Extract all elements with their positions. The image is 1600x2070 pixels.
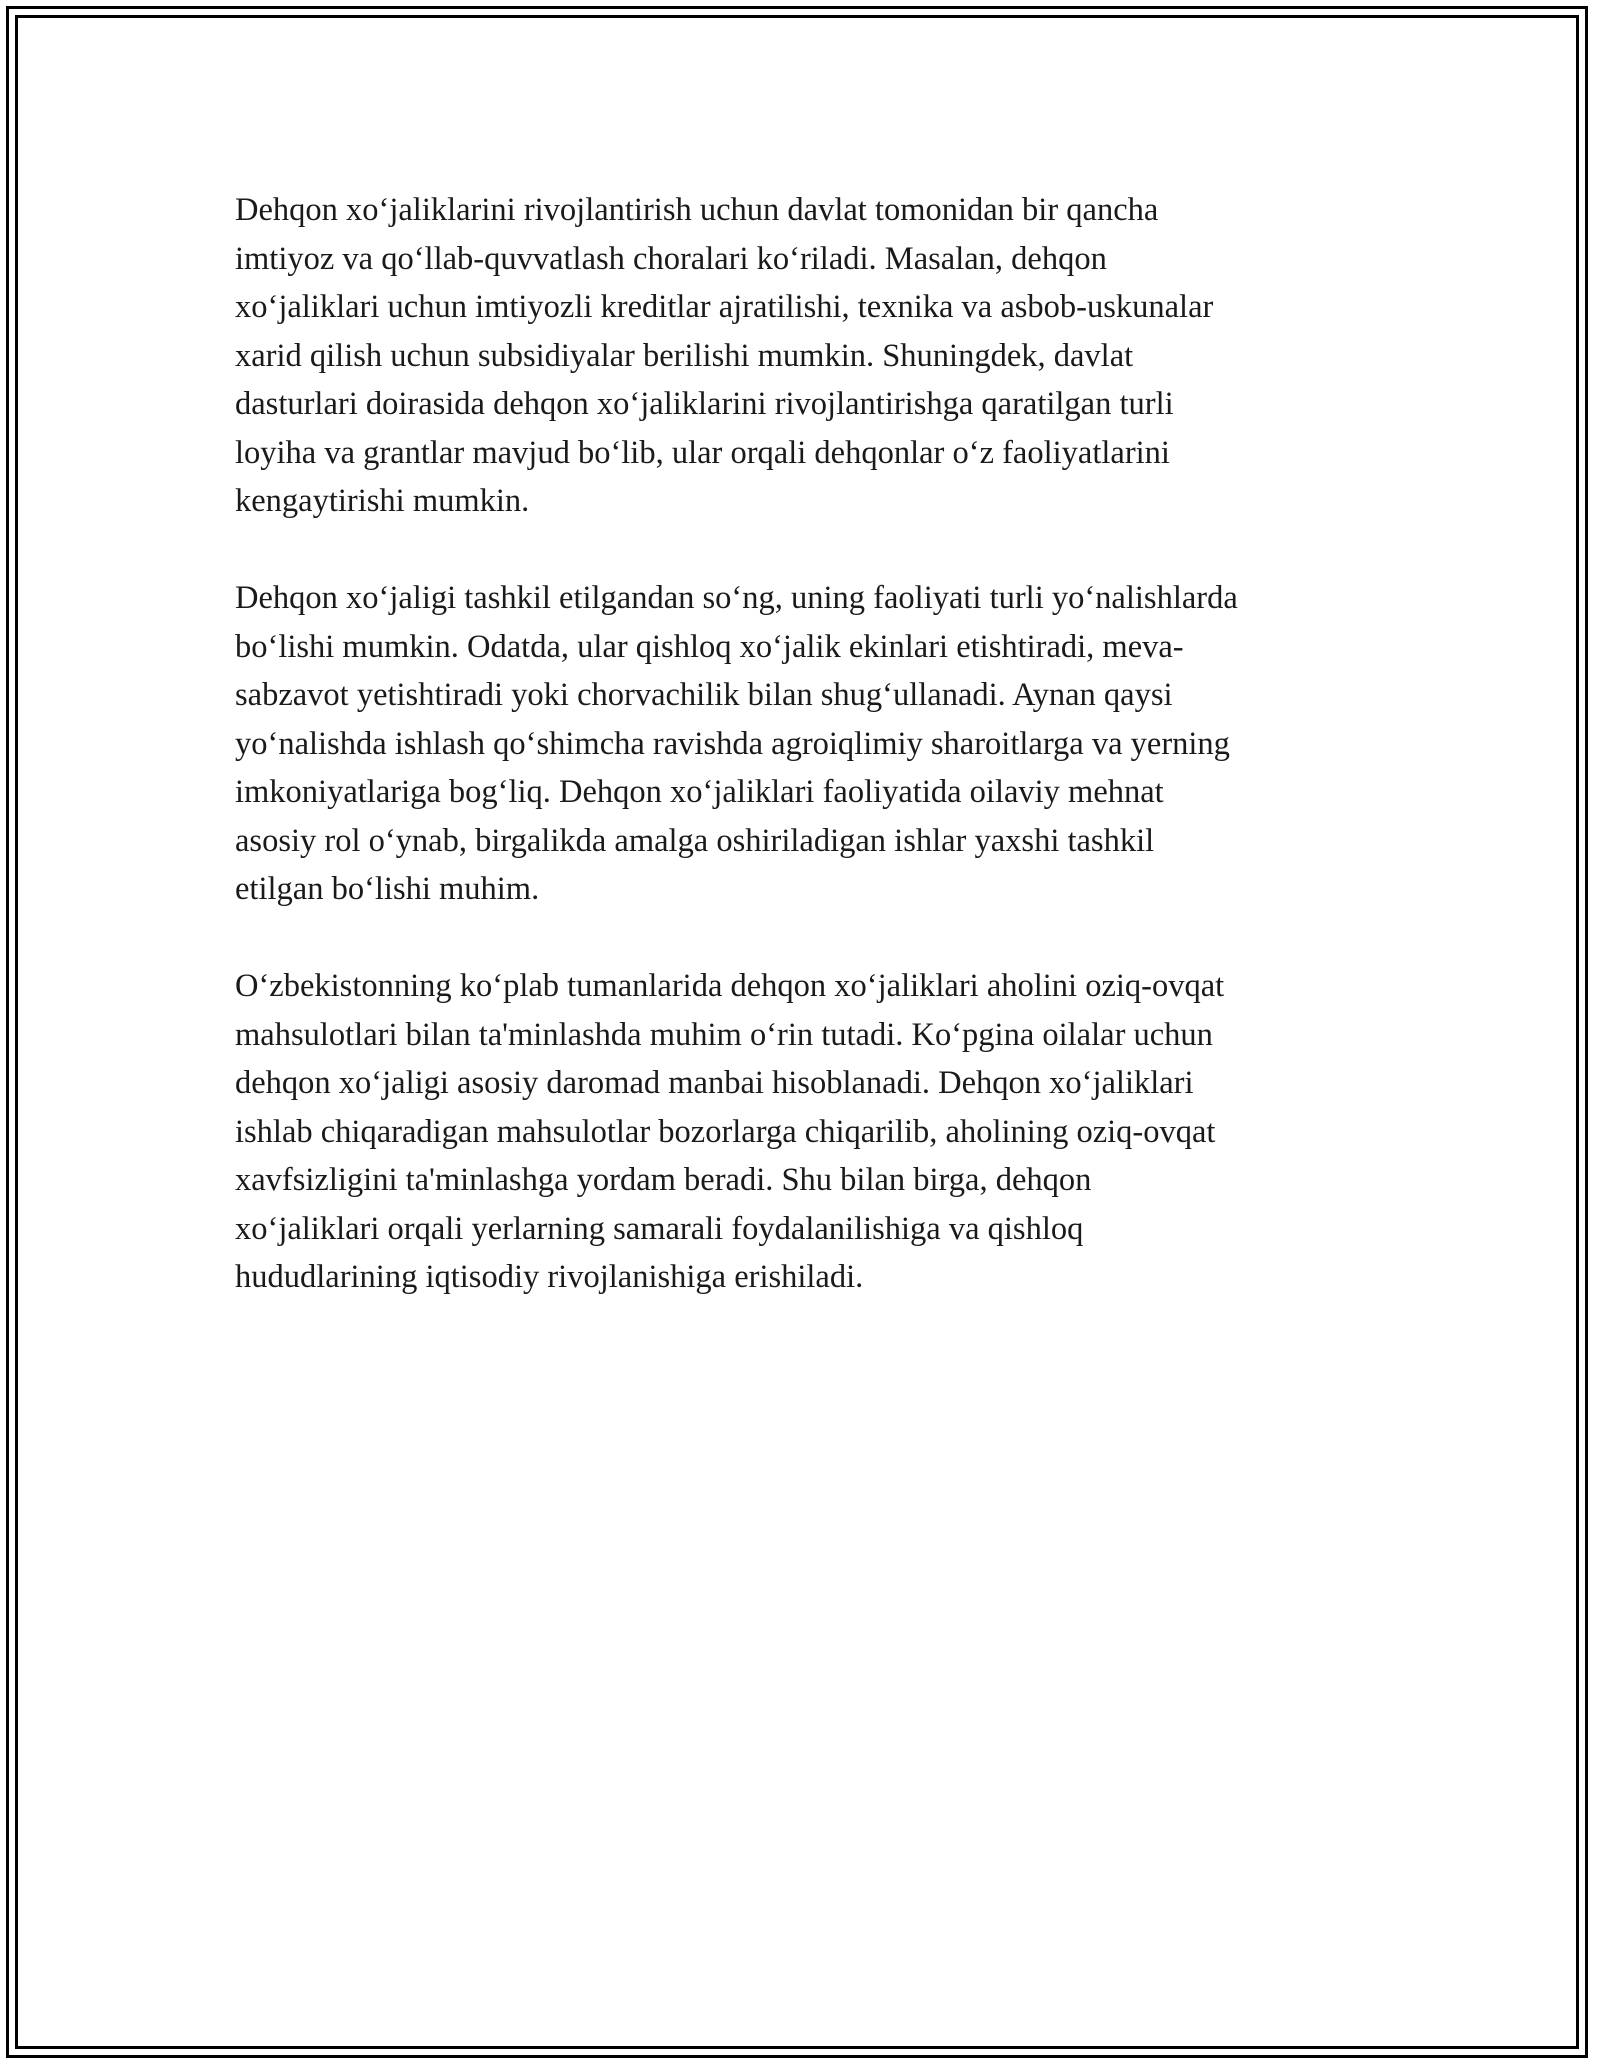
paragraph-3: O‘zbekistonning ko‘plab tumanlarida dehqon xo‘jaliklari aholini oziq-ovqat mahsulotlari bilan ta'minlashda muhim o‘rin tutadi. Ko‘pgina oilalar uchun dehqon xo‘jaligi asosiy daromad manbai hisoblanadi. Dehqon xo‘jaliklari ishlab chiqaradigan mahsulotlar bozorlarga chiqarilib, aholining oziq-ovqat xavfsizligini ta'minlashga yordam beradi. Shu bilan birga, dehqon xo‘jaliklari orqali yerlarning samarali foydalanilishiga va qishloq hududlarining iqtisodiy rivojlanishiga erishiladi. xyxy=(235,968,1225,1295)
paragraph-1: Dehqon xo‘jaliklarini rivojlantirish uchun davlat tomonidan bir qancha imtiyoz va qo‘llab-quvvatlash choralari ko‘riladi. Masalan, dehqon xo‘jaliklari uchun imtiyozli kreditlar ajratilishi, texnika va asbob-uskunalar xarid qilish uchun subsidiyalar berilishi mumkin. Shuningdek, davlat dasturlari doirasida dehqon xo‘jaliklarini rivojlantirishga qaratilgan turli loyiha va grantlar mavjud bo‘lib, ular orqali dehqonlar o‘z faoliyatlarini kengaytirishi mumkin. xyxy=(235,192,1214,519)
document-body xyxy=(235,186,1375,1350)
paragraph-2: Dehqon xo‘jaligi tashkil etilgandan so‘ng, uning faoliyati turli yo‘nalishlarda bo‘lishi mumkin. Odatda, ular qishloq xo‘jalik ekinlari etishtiradi, meva- sabzavot yetishtiradi yoki chorvachilik bilan shug‘ullanadi. Aynan qaysi yo‘nalishda ishlash qo‘shimcha ravishda agroiqlimiy sharoitlarga va yerning imkoniyatlariga bog‘liq. Dehqon xo‘jaliklari faoliyatida oilaviy mehnat asosiy rol o‘ynab, birgalikda amalga oshiriladigan ishlar yaxshi tashkil etilgan bo‘lishi muhim. xyxy=(235,580,1238,907)
